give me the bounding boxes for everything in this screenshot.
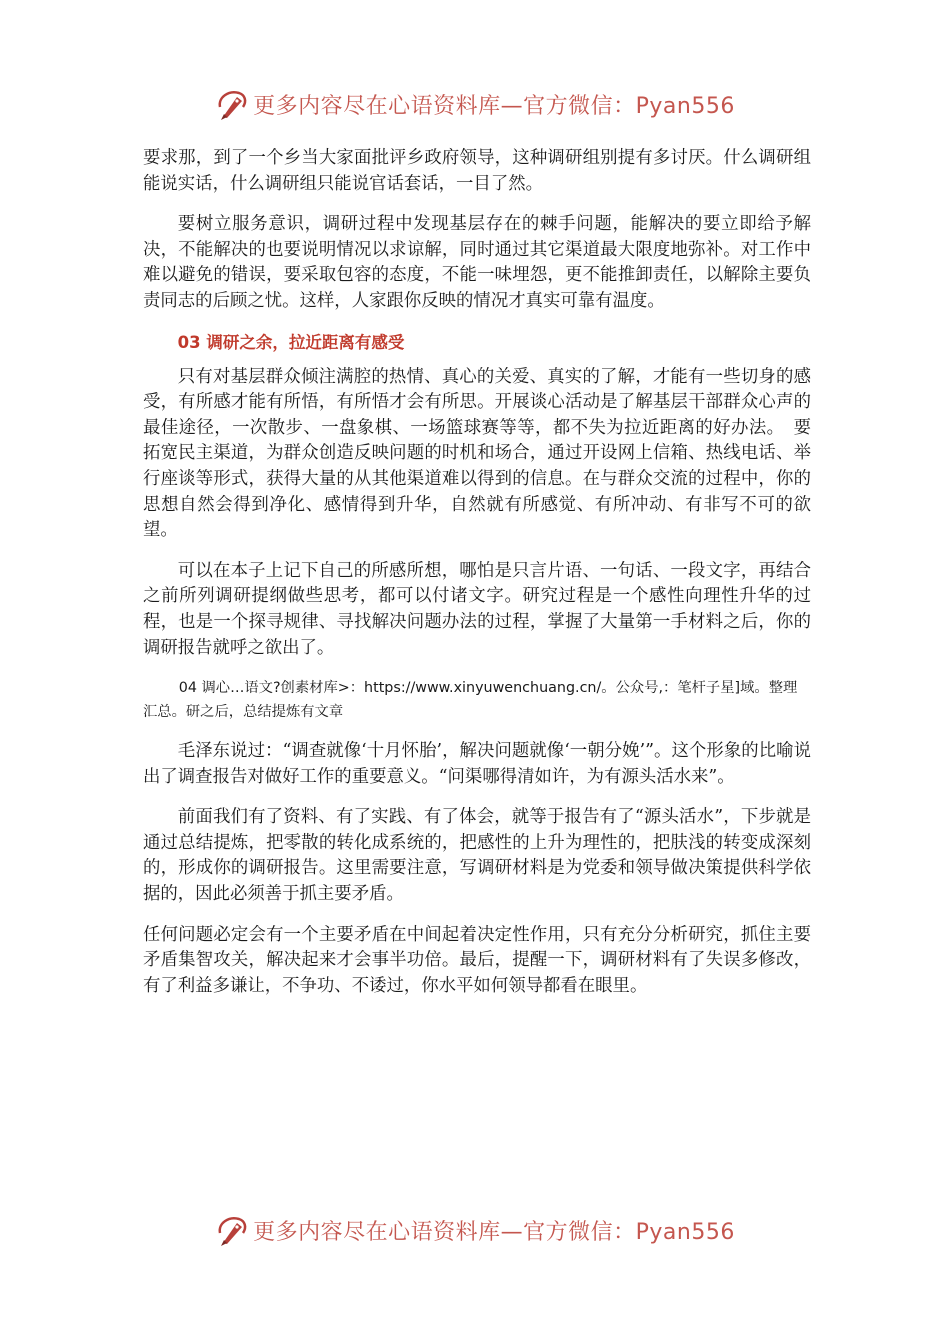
paragraph-5: 毛泽东说过：“调查就像‘十月怀胎’，解决问题就像‘一朝分娩’”。这个形象的比喻说出了调查报告对做好工作的重要意义。“问渠哪得清如许，为有源头活水来”。 xyxy=(143,741,811,787)
pen-nib-logo-icon xyxy=(215,87,249,121)
paragraph-4: 可以在本子上记下自己的所感所想，哪怕是只言片语、一句话、一段文字，再结合之前所列调研提纲做些思考，都可以付诸文字。研究过程是一个感性向理性升华的过程，也是一个探寻规律、寻找解决问题办法的过程，掌握了大量第一手材料之后，你的调研报告就呼之欲出了。 xyxy=(143,560,811,658)
document-body xyxy=(143,146,811,999)
section-heading-03: 03 调研之余，拉近距离有感受 xyxy=(177,332,405,352)
paragraph-1: 要求那，到了一个乡当大家面批评乡政府领导，这种调研组别提有多讨厌。什么调研组能说实话，什么调研组只能说官话套话，一目了然。 xyxy=(143,148,811,194)
paragraph-2: 要树立服务意识，调研过程中发现基层存在的棘手问题，能解决的要立即给予解决，不能解决的也要说明情况以求谅解，同时通过其它渠道最大限度地弥补。对工作中难以避免的错误，要采取包容的态度，不能一味埋怨，更不能推卸责任，以解除主要负责同志的后顾之忧。这样，人家跟你反映的情况才真实可靠有温度。 xyxy=(143,214,811,311)
header-banner xyxy=(0,84,950,124)
pen-nib-logo-icon xyxy=(215,1213,249,1247)
footer-banner-text: 更多内容尽在心语资料库—官方微信：Pyan556 xyxy=(253,1219,735,1245)
paragraph-3: 只有对基层群众倾注满腔的热情、真心的关爱、真实的了解，才能有一些切身的感受，有所感才能有所悟，有所悟才会有所思。开展谈心活动是了解基层干部群众心声的最佳途径，一次散步、一盘象棋、一场篮球赛等等，都不失为拉近距离的好办法。 要拓宽民主渠道，为群众创造反映问题的时机和场合，通过开设网上信箱、热线电话、举行座谈等形式，获得大量的从其他渠道难以得到的信息。在与群众交流的过程中，你的思想自然会得到净化、感情得到升华，自然就有所感觉、有所冲动、有非写不可的欲望。 xyxy=(143,366,811,541)
paragraph-7: 任何问题必定会有一个主要矛盾在中间起着决定性作用，只有充分分析研究，抓住主要矛盾集智攻关，解决起来才会事半功倍。最后，提醒一下，调研材料有了失误多修改，有了利益多谦让，不争功、不诿过，你水平如何领导都看在眼里。 xyxy=(143,924,811,996)
section-heading-04: 04 调心…语文?创素材库>：https://www.xinyuwenchuang.cn/。公众号,：笔杆子星]域。整理汇总。研之后，总结提炼有文章 xyxy=(143,680,798,721)
footer-banner xyxy=(0,1210,950,1250)
header-banner-text: 更多内容尽在心语资料库—官方微信：Pyan556 xyxy=(253,93,735,119)
paragraph-6: 前面我们有了资料、有了实践、有了体会，就等于报告有了“源头活水”，下步就是通过总结提炼，把零散的转化成系统的，把感性的上升为理性的，把肤浅的转变成深刻的，形成你的调研报告。这里需要注意，写调研材料是为党委和领导做决策提供科学依据的，因此必须善于抓主要矛盾。 xyxy=(143,807,811,905)
